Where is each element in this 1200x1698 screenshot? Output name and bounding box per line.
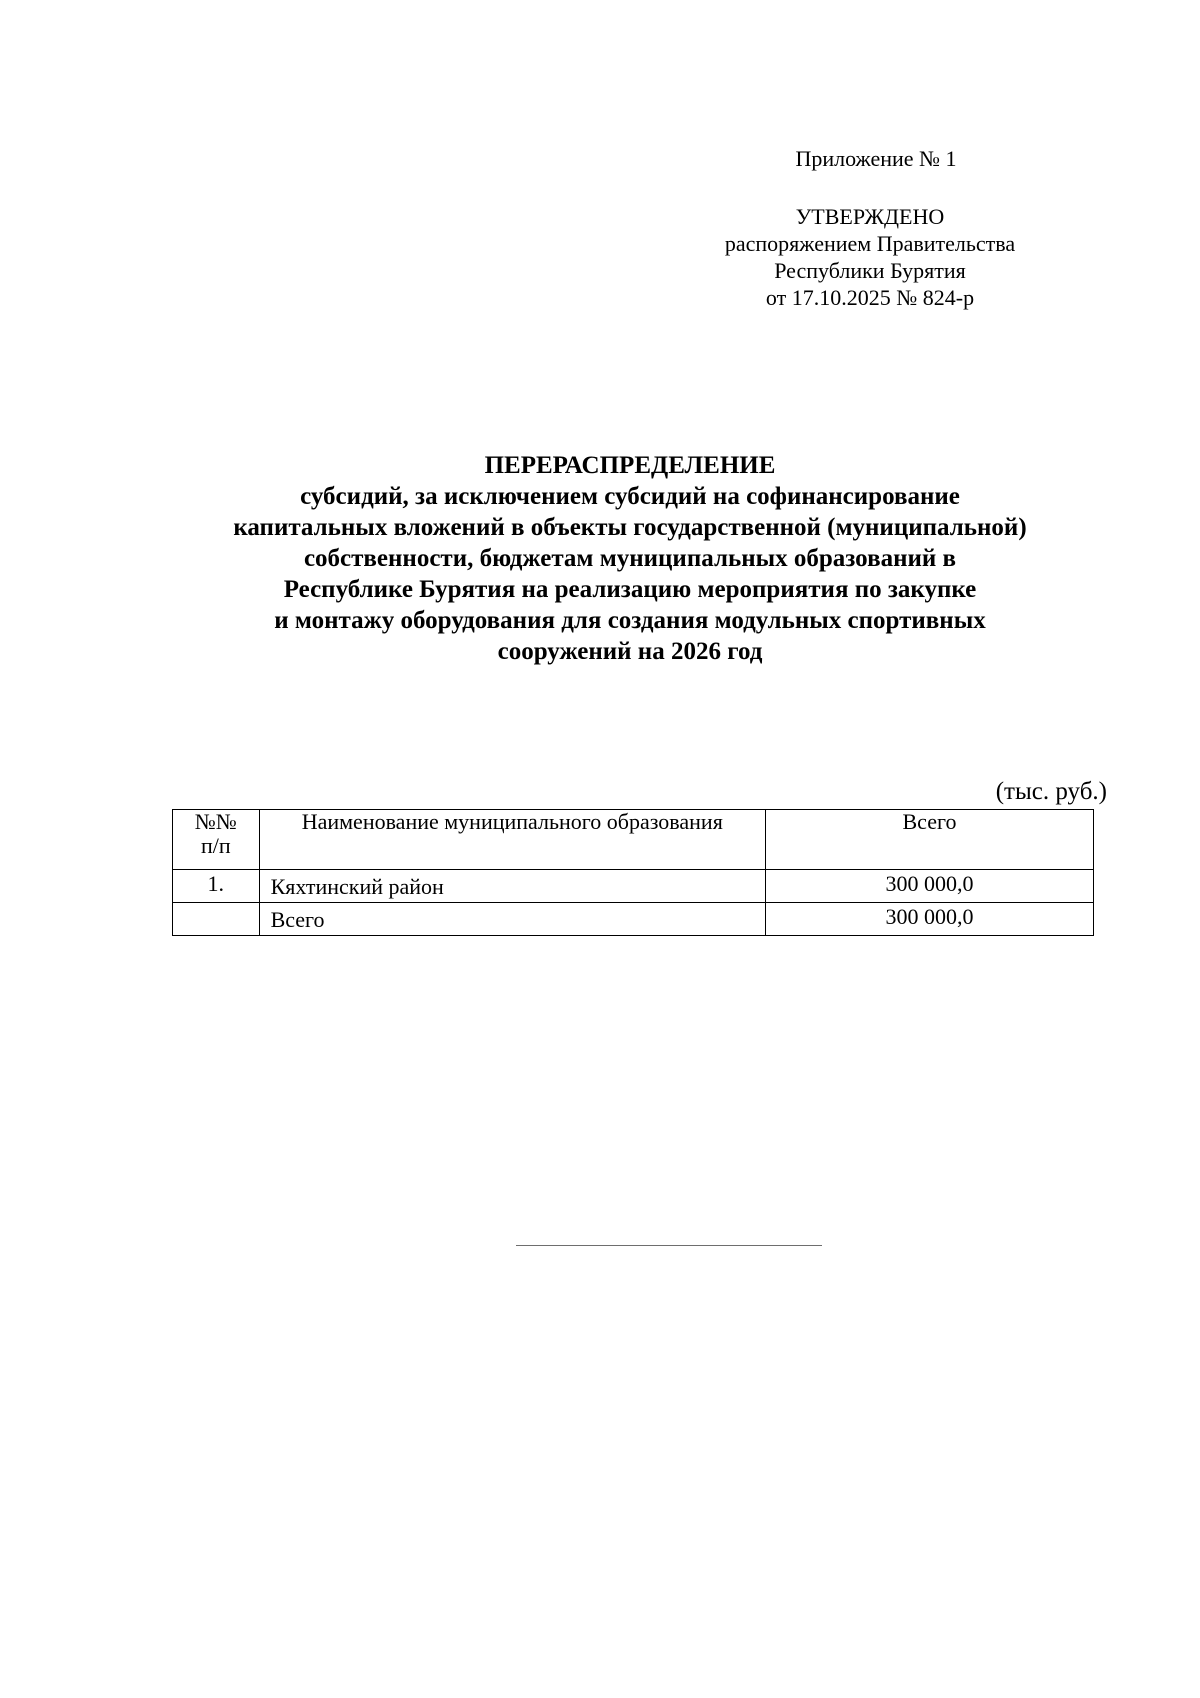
units-label: (тыс. руб.) xyxy=(995,778,1107,805)
row-total: 300 000,0 xyxy=(765,870,1093,903)
title-line-2: капитальных вложений в объекты государственной (муниципальной) xyxy=(233,514,1027,541)
table-header-row xyxy=(173,810,1094,870)
total-row-number xyxy=(173,903,260,936)
title-line-5: и монтажу оборудования для создания модульных спортивных xyxy=(274,607,986,634)
total-row-amount: 300 000,0 xyxy=(765,903,1093,936)
subsidy-table xyxy=(172,809,1094,936)
title-line-4: Республике Бурятия на реализацию мероприятия по закупке xyxy=(283,576,977,603)
document-title xyxy=(150,450,1110,667)
approval-line-1: распоряжением Правительства xyxy=(724,231,1016,256)
header-name: Наименование муниципального образования xyxy=(259,810,765,870)
header-number xyxy=(173,810,260,870)
total-row-label: Всего xyxy=(259,903,765,936)
approval-date-number: от 17.10.2025 № 824-р xyxy=(765,285,975,310)
title-line-3: собственности, бюджетам муниципальных образований в xyxy=(303,545,957,572)
header-total: Всего xyxy=(765,810,1093,870)
appendix-label: Приложение № 1 xyxy=(795,146,957,171)
title-heading: ПЕРЕРАСПРЕДЕЛЕНИЕ xyxy=(484,452,776,479)
row-municipality: Кяхтинский район xyxy=(259,870,765,903)
header-number-line-2: п/п xyxy=(200,833,231,858)
approval-status: УТВЕРЖДЕНО xyxy=(795,204,945,229)
title-line-1: субсидий, за исключением субсидий на софинансирование xyxy=(300,483,960,510)
row-number: 1. xyxy=(173,870,260,903)
approval-stamp xyxy=(700,203,1040,311)
approval-line-2: Республики Бурятия xyxy=(774,258,966,283)
table-row xyxy=(173,870,1094,903)
header-number-line-1: №№ xyxy=(194,809,237,834)
table-row-total xyxy=(173,903,1094,936)
title-line-6: сооружений на 2026 год xyxy=(497,638,763,665)
closing-divider-line xyxy=(516,1245,822,1246)
